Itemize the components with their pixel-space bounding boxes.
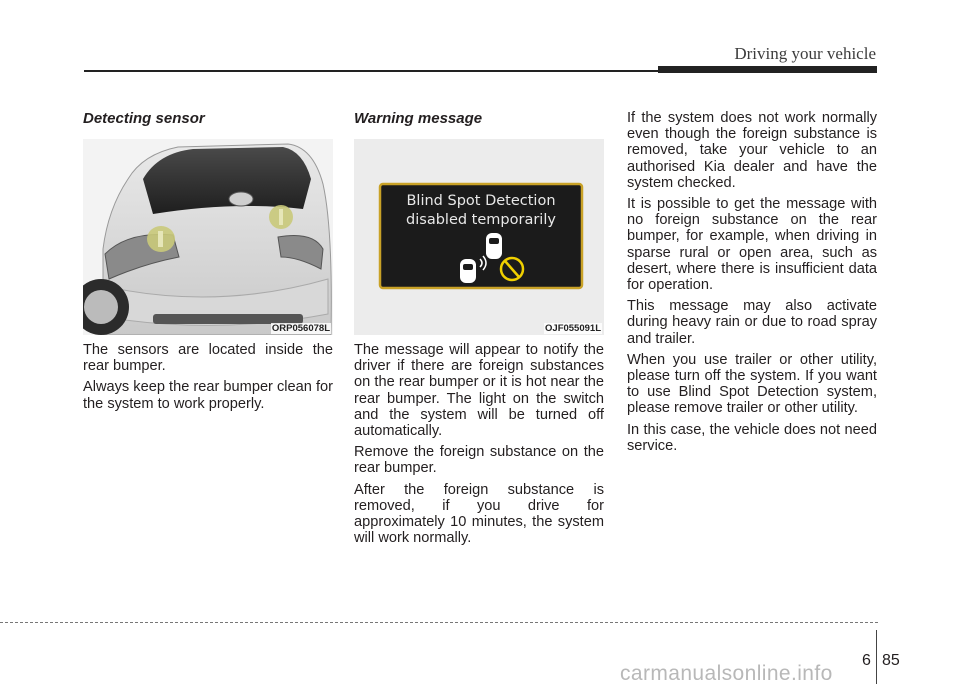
paragraph: Always keep the rear bumper clean for the system to work properly. [83, 379, 333, 412]
section-title: Detecting sensor [83, 110, 205, 127]
warning-display-figure [354, 139, 604, 335]
column-1-text [83, 342, 333, 417]
rear-bumper-figure [83, 139, 333, 335]
column-3-text [627, 110, 877, 459]
cluster-display-illustration [354, 139, 604, 335]
figure-code: OJF055091L [545, 323, 601, 334]
section-title: Warning message [354, 110, 483, 127]
paragraph: In this case, the vehicle does not need service. [627, 421, 877, 454]
column-2-text [354, 342, 604, 551]
paragraph: Remove the foreign substance on the rear bumper. [354, 444, 604, 477]
header-rule-accent [658, 66, 877, 73]
paragraph: When you use trailer or other utility, please turn off the system. If you want to use Blind Spot Detection system, please remove trailer or other utility. [627, 351, 877, 417]
paragraph: This message may also activate during heavy rain or due to road spray and trailer. [627, 298, 877, 347]
watermark[interactable]: carmanualsonline.info [620, 662, 833, 685]
rear-car-illustration [83, 139, 333, 335]
adjacent-car-icon [460, 259, 476, 283]
section-number: 6 [862, 652, 871, 669]
own-car-icon [486, 233, 502, 259]
display-line-1: Blind Spot Detection [406, 193, 556, 209]
figure-code: ORP056078L [271, 323, 330, 334]
paragraph: If the system does not work normally even though the foreign substance is removed, take your vehicle to an authorised Kia dealer and have the system checked. [627, 110, 877, 191]
paragraph: After the foreign substance is removed, if you drive for approximately 10 minutes, the system will work normally. [354, 481, 604, 547]
paragraph: It is possible to get the message with no foreign substance on the rear bumper, for example, when driving in sparse rural or open area, such as desert, where there is insufficient data for operation. [627, 196, 877, 294]
display-line-2: disabled temporarily [406, 212, 556, 228]
footer-rule [0, 622, 878, 623]
page-number: 85 [882, 652, 900, 669]
paragraph: The message will appear to notify the driver if there are foreign substances on the rear bumper or it is hot near the rear bumper. The light on the switch and the system will be turned off automatically. [354, 342, 604, 440]
running-header: Driving your vehicle [734, 44, 876, 63]
page-number-divider [876, 630, 877, 684]
header-rule [84, 70, 660, 72]
paragraph: The sensors are located inside the rear bumper. [83, 342, 333, 375]
